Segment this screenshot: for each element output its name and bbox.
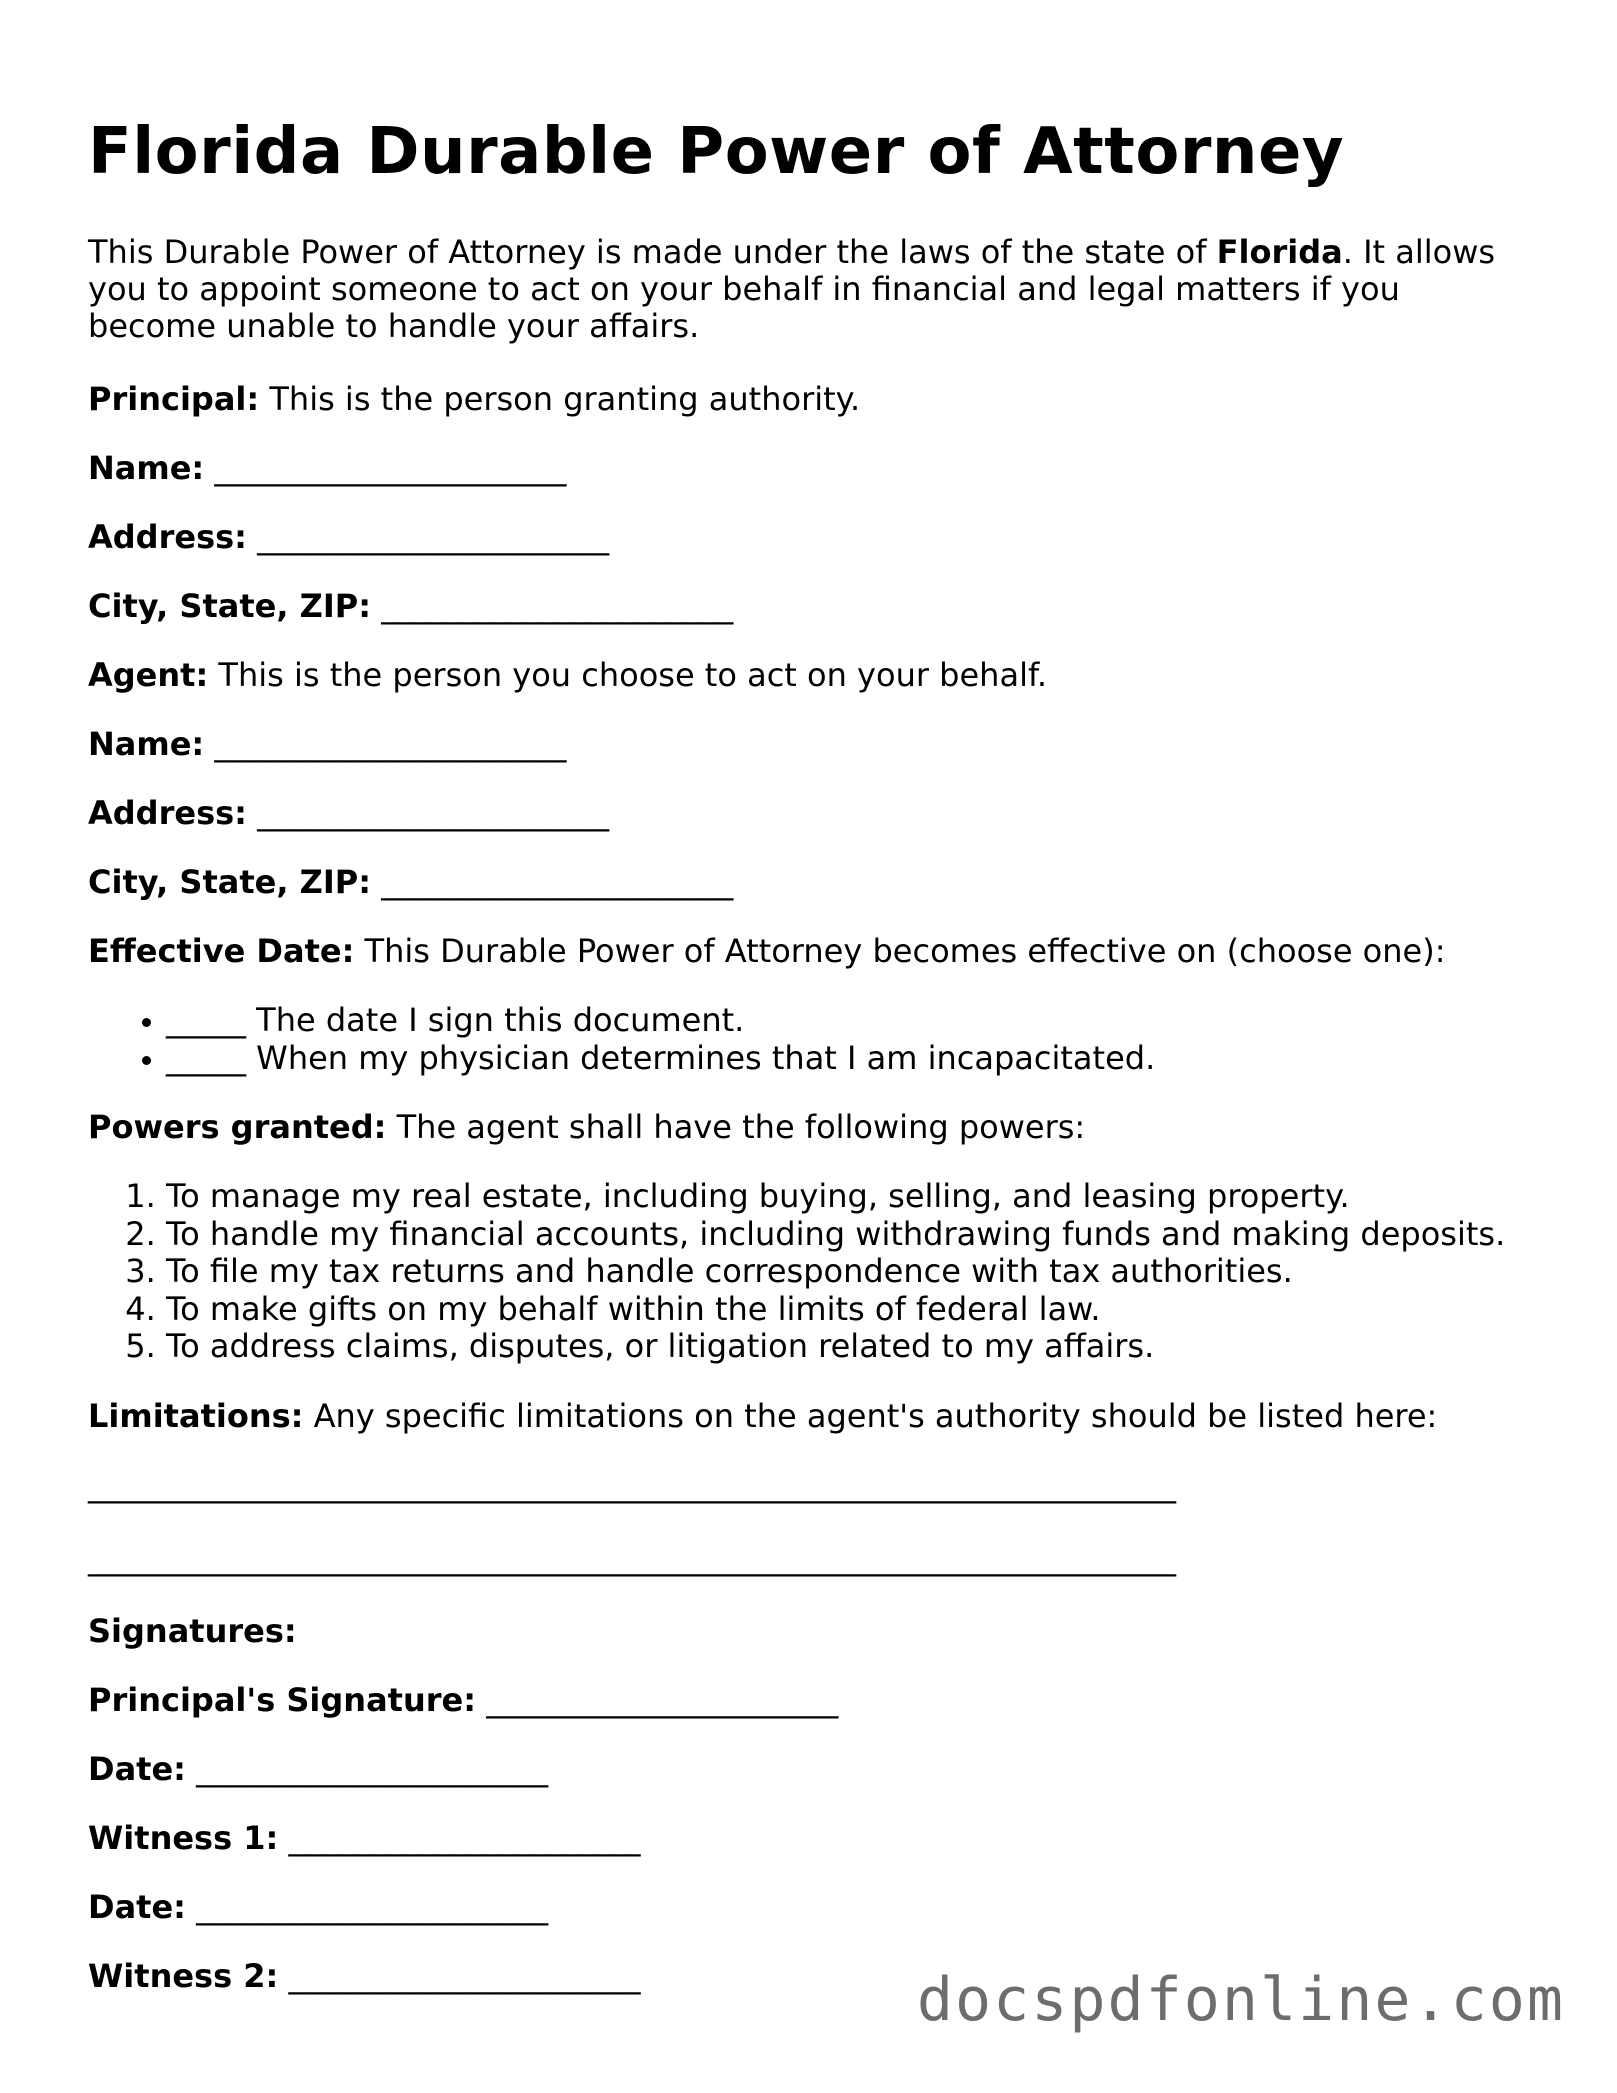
document-page [88,112,1528,2027]
intro-paragraph [88,234,1528,345]
power-item: 3. To file my tax returns and handle correspondence with tax authorities. [166,1253,1528,1291]
field-blank[interactable]: ______________________ [185,1887,549,1926]
agent-name-field[interactable] [88,726,1528,763]
power-item: 5. To address claims, disputes, or litigation related to my affairs. [166,1328,1528,1366]
powers-list [88,1178,1528,1366]
field-label: Date: [88,1887,186,1926]
principal-name-field[interactable] [88,450,1528,487]
powers-heading [88,1109,1528,1146]
effective-option-incapacity[interactable]: • _____ When my physician determines that I am incapacitated. [166,1040,1528,1078]
agent-heading [88,657,1528,694]
principal-signature-field[interactable] [88,1682,1528,1719]
intro-state: Florida [1216,233,1343,271]
field-label: Principal's Signature: [88,1680,477,1719]
limitations-text: Any specific limitations on the agent's authority should be listed here: [303,1396,1438,1435]
field-blank[interactable]: ______________________ [204,449,567,487]
limitations-label: Limitations: [88,1396,304,1435]
document-title: Florida Durable Power of Attorney [88,115,1345,189]
field-blank[interactable]: ______________________ [476,1680,839,1719]
field-label: City, State, ZIP: [88,863,372,901]
principal-city-state-zip-field[interactable] [88,588,1528,625]
witness-1-field[interactable] [88,1820,1528,1857]
field-label: Name: [88,725,205,763]
power-item: 1. To manage my real estate, including buying, selling, and leasing property. [166,1178,1528,1216]
principal-text: This is the person granting authority. [259,380,861,418]
field-blank[interactable]: ______________________ [371,863,734,901]
field-label: Address: [88,518,247,556]
field-blank[interactable]: ______________________ [278,1818,641,1857]
limitations-line-1[interactable]: ____________________________________________________________________ [88,1465,1176,1504]
powers-text: The agent shall have the following powers: [386,1108,1086,1146]
effective-option-sign-date[interactable]: • _____ The date I sign this document. [166,1002,1528,1040]
field-label: Date: [88,1749,186,1788]
field-label: Name: [88,449,205,487]
principal-date-field[interactable] [88,1751,1528,1788]
watermark: docspdfonline.com [916,1965,1565,2035]
field-blank[interactable]: ______________________ [371,587,734,625]
intro-text-after: . It allows you to appoint someone to act on your behalf in financial and legal matters if you become unable to handle your affairs. [88,233,1496,345]
power-item: 2. To handle my financial accounts, including withdrawing funds and making deposits. [166,1216,1528,1254]
limitations-line-2[interactable]: ____________________________________________________________________ [88,1538,1176,1577]
field-blank[interactable]: ______________________ [246,518,610,556]
agent-city-state-zip-field[interactable] [88,864,1528,901]
agent-label: Agent: [88,656,209,694]
power-item: 4. To make gifts on my behalf within the limits of federal law. [166,1291,1528,1329]
limitations-heading [88,1398,1528,1435]
powers-label: Powers granted: [88,1108,387,1146]
field-label: Witness 1: [88,1818,279,1857]
field-blank[interactable]: ______________________ [278,1956,641,1995]
effective-date-text: This Durable Power of Attorney becomes effective on (choose one): [354,932,1446,970]
effective-date-label: Effective Date: [88,932,355,970]
signatures-label: Signatures: [88,1611,297,1650]
field-blank[interactable]: ______________________ [204,725,567,763]
field-label: Address: [88,794,247,832]
agent-address-field[interactable] [88,795,1528,832]
field-label: Witness 2: [88,1956,279,1995]
field-blank[interactable]: ______________________ [185,1749,549,1788]
principal-label: Principal: [88,380,260,418]
field-label: City, State, ZIP: [88,587,372,625]
signatures-heading [88,1613,1528,1650]
effective-date-options [88,1002,1528,1077]
principal-address-field[interactable] [88,519,1528,556]
agent-text: This is the person you choose to act on your behalf. [208,656,1048,694]
intro-text-before: This Durable Power of Attorney is made under the laws of the state of [88,233,1217,271]
field-blank[interactable]: ______________________ [246,794,610,832]
witness-1-date-field[interactable] [88,1889,1528,1926]
effective-date-heading [88,933,1528,970]
principal-heading [88,381,1528,418]
